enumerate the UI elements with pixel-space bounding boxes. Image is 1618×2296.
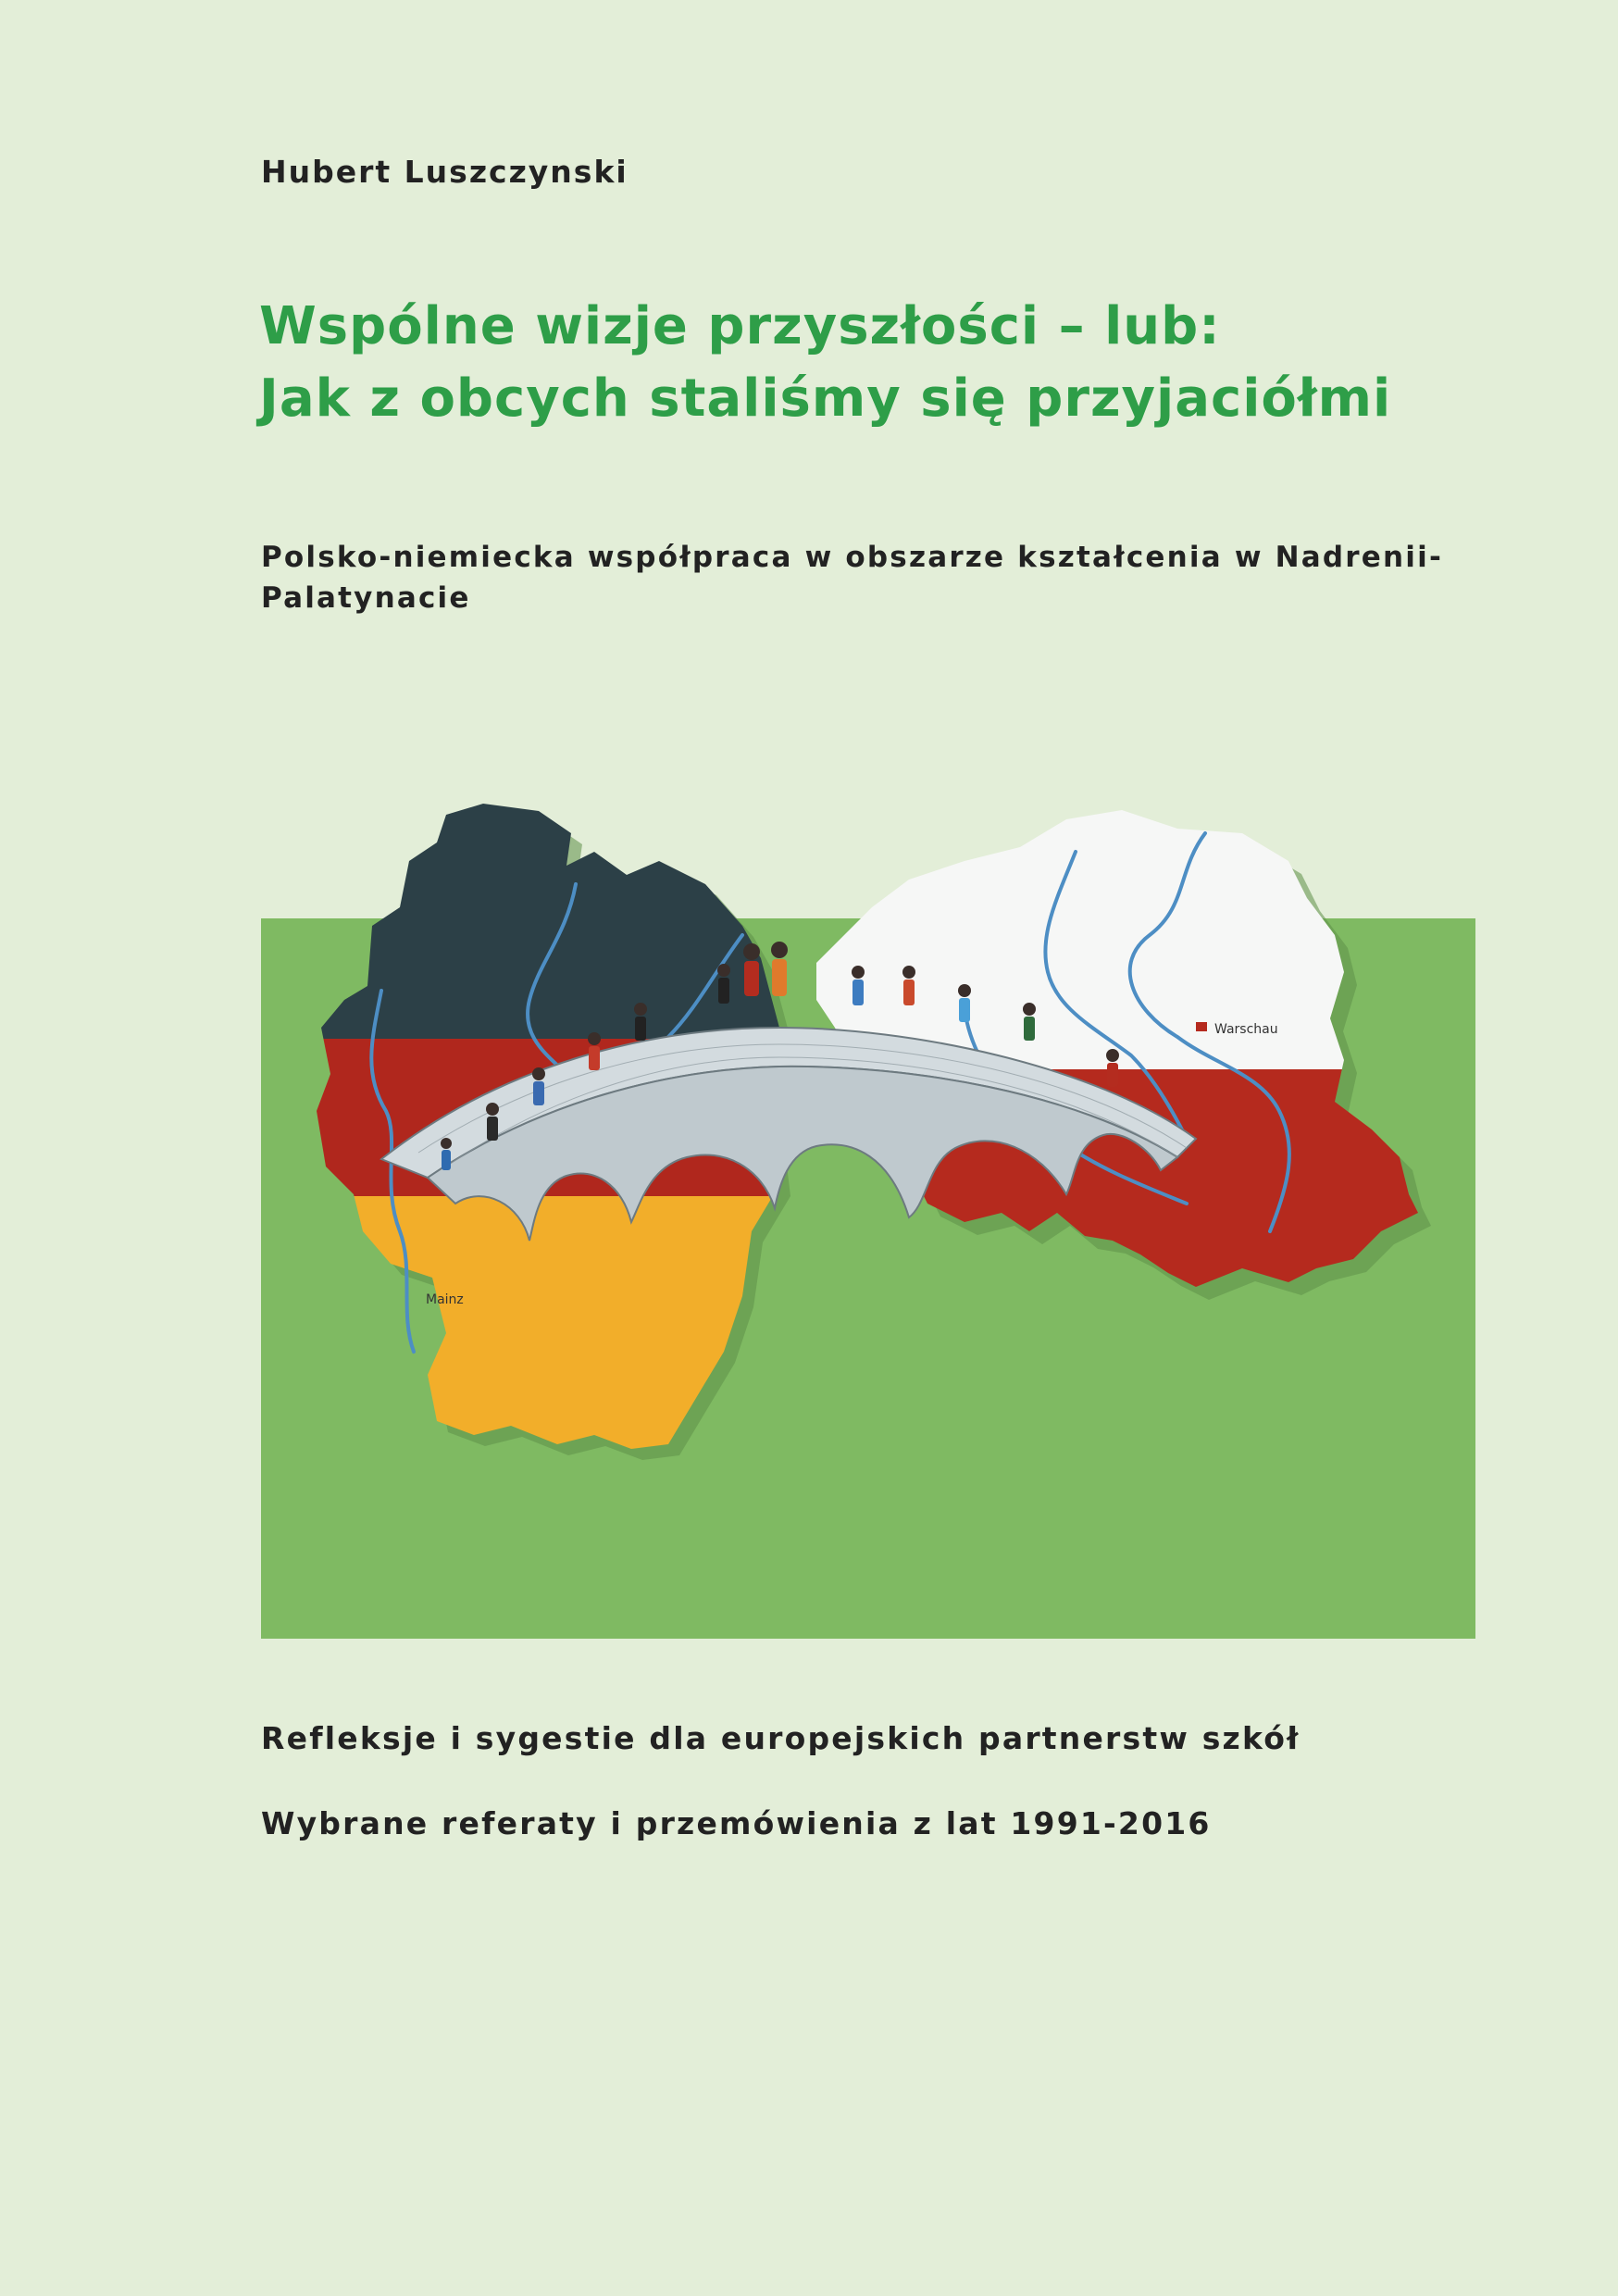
map-bridge-illustration — [261, 796, 1475, 1639]
footer-line-1: Refleksje i sygestie dla europejskich partnerstw szkół — [261, 1720, 1301, 1756]
book-title — [259, 291, 1574, 435]
author-name: Hubert Luszczynski — [261, 154, 629, 190]
cover-illustration — [261, 796, 1475, 1639]
book-title-line-1: Wspólne wizje przyszłości – lub: — [259, 296, 1221, 356]
city-label-warsaw: Warschau — [1214, 1022, 1278, 1037]
book-subtitle — [261, 537, 1520, 618]
book-title-line-2: Jak z obcych staliśmy się przyjaciółmi — [259, 368, 1392, 429]
book-subtitle-line-1: Polsko-niemiecka współpraca w obszarze kształcenia w Nadrenii- — [261, 541, 1444, 574]
warsaw-marker — [1196, 1022, 1207, 1031]
footer-line-2: Wybrane referaty i przemówienia z lat 1991-2016 — [261, 1805, 1212, 1841]
book-subtitle-line-2: Palatynacie — [261, 581, 471, 615]
city-label-mainz: Mainz — [426, 1292, 464, 1307]
